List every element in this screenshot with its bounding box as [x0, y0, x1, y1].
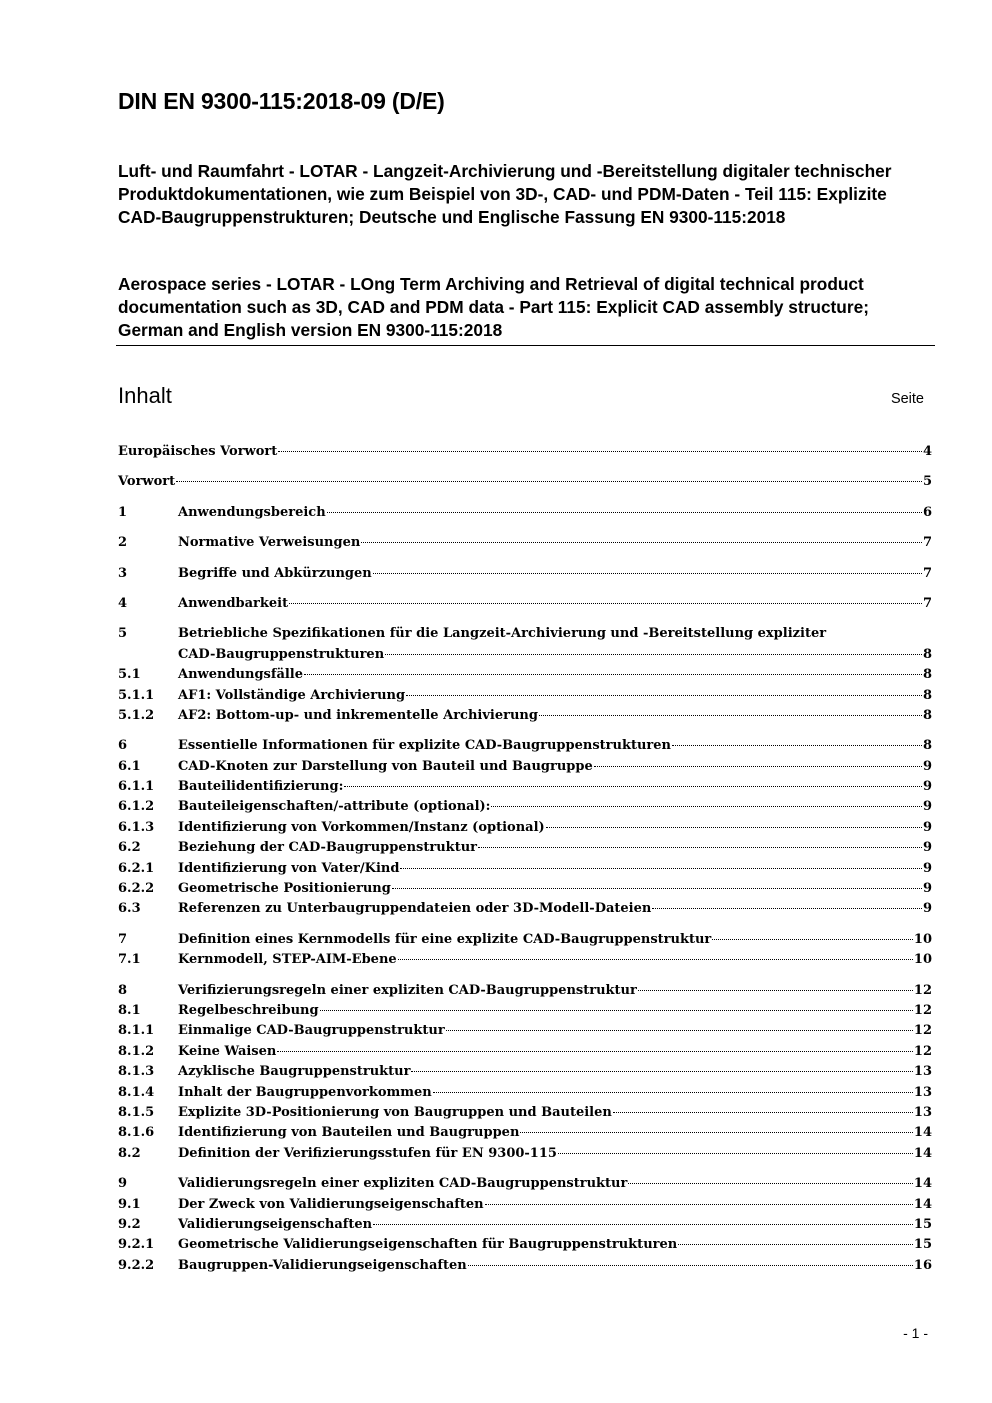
title-divider [116, 345, 935, 346]
toc-entry-number: 8.1.6 [118, 1125, 155, 1141]
toc-entry-row [178, 645, 932, 665]
toc-entry-title: AF1: Vollständige Archivierung [178, 687, 406, 703]
toc-dot-leader [520, 1132, 913, 1133]
toc-entry[interactable] [118, 1195, 932, 1215]
toc-entry-page: 13 [913, 1104, 932, 1120]
toc-entry-number: 5 [118, 626, 128, 642]
toc-entry-number: 6.2.1 [118, 860, 155, 876]
toc-entry-number: 5.1.1 [118, 687, 155, 703]
toc-entry-page: 7 [922, 535, 932, 551]
toc-entry[interactable] [118, 859, 932, 879]
toc-entry-title: Regelbeschreibung [178, 1003, 319, 1018]
toc-entry[interactable] [118, 686, 932, 706]
toc-entry-row [178, 1123, 932, 1143]
toc-entry-number: 5.1.2 [118, 707, 155, 723]
toc-entry-row [178, 777, 932, 797]
toc-entry-row [178, 757, 932, 777]
toc-entry-number: 6.1 [118, 758, 141, 774]
toc-entry-row [118, 472, 932, 492]
toc-dot-leader [304, 674, 922, 675]
toc-entry-page: 9 [922, 758, 932, 774]
toc-entry-title: Validierungseigenschaften [178, 1216, 373, 1232]
toc-entry-number: 6.3 [118, 901, 141, 917]
toc-entry-row [178, 533, 932, 553]
toc-entry[interactable] [118, 777, 932, 797]
toc-entry-title: AF2: Bottom-up- und inkrementelle Archivierung [178, 707, 538, 723]
toc-entry-title: Definition eines Kernmodells für eine explizite CAD-Baugruppenstruktur [178, 931, 712, 947]
toc-entry-page: 14 [913, 1196, 932, 1212]
toc-dot-leader [594, 766, 922, 767]
toc-entry-title: Anwendungsfälle [178, 667, 304, 683]
toc-entry-row [178, 1042, 932, 1062]
toc-entry-number: 1 [118, 504, 128, 520]
toc-entry-number: 9.2 [118, 1216, 141, 1232]
toc-dot-leader [277, 1051, 913, 1052]
table-of-contents [118, 442, 932, 1276]
toc-entry[interactable] [118, 1021, 932, 1041]
toc-dot-leader [468, 1265, 913, 1266]
toc-dot-leader [344, 786, 922, 787]
toc-entry[interactable] [118, 797, 932, 817]
toc-entry-page: 9 [922, 901, 932, 917]
toc-entry-page: 7 [922, 595, 932, 611]
toc-entry-row [178, 838, 932, 858]
toc-entry-row [178, 1083, 932, 1103]
toc-entry-number: 8.1.3 [118, 1064, 155, 1080]
toc-entry-page: 8 [922, 738, 932, 754]
toc-entry-number: 9.2.1 [118, 1237, 155, 1253]
toc-entry[interactable] [118, 736, 932, 756]
toc-entry-page: 9 [922, 819, 932, 835]
toc-dot-leader [278, 451, 922, 452]
toc-entry-number: 9 [118, 1176, 128, 1192]
toc-entry[interactable] [118, 1103, 932, 1123]
toc-entry-row [178, 930, 932, 950]
toc-entry-row [118, 442, 932, 462]
toc-entry-page: 14 [913, 1125, 932, 1141]
toc-entry-row [178, 1001, 932, 1021]
toc-entry-title: Europäisches Vorwort [118, 444, 278, 459]
toc-entry-number: 9.1 [118, 1196, 141, 1212]
toc-entry-row [178, 1021, 932, 1041]
toc-entry-row [178, 859, 932, 879]
toc-entry-row [178, 981, 932, 1001]
toc-entry[interactable] [118, 930, 932, 950]
toc-dot-leader [558, 1153, 913, 1154]
toc-entry-title: Anwendbarkeit [178, 595, 289, 611]
toc-entry-page: 5 [922, 474, 932, 490]
toc-entry-page: 12 [913, 1003, 932, 1018]
toc-entry[interactable] [118, 818, 932, 838]
toc-entry-title: Referenzen zu Unterbaugruppendateien oder 3D-Modell-Dateien [178, 901, 652, 917]
toc-dot-leader [446, 1030, 913, 1031]
toc-entry-title: CAD-Baugruppenstrukturen [178, 646, 385, 662]
toc-entry[interactable] [118, 624, 932, 665]
toc-dot-leader [652, 908, 922, 909]
toc-dot-leader [361, 542, 922, 543]
toc-entry-page: 12 [913, 1043, 932, 1059]
toc-entry[interactable] [118, 503, 932, 523]
toc-entry-number: 4 [118, 595, 128, 611]
toc-entry-number: 8.2 [118, 1145, 141, 1161]
toc-entry-page: 14 [913, 1145, 932, 1161]
toc-entry-row [178, 1062, 932, 1082]
toc-entry-row [178, 1195, 932, 1215]
toc-entry-page: 12 [913, 1023, 932, 1039]
toc-entry-title: Verifizierungsregeln einer expliziten CAD-Baugruppenstruktur [178, 982, 637, 998]
toc-entry-row [178, 665, 932, 685]
toc-entry-title: Identifizierung von Bauteilen und Baugruppen [178, 1125, 520, 1141]
toc-entry-page: 8 [922, 687, 932, 703]
toc-entry-title: CAD-Knoten zur Darstellung von Bauteil und Baugruppe [178, 758, 593, 774]
toc-entry[interactable] [118, 1062, 932, 1082]
toc-entry-page: 8 [922, 646, 932, 662]
toc-entry-number: 5.1 [118, 667, 141, 683]
toc-dot-leader [628, 1183, 913, 1184]
toc-dot-leader [712, 939, 913, 940]
toc-dot-leader [672, 745, 922, 746]
toc-entry-row [178, 1256, 932, 1276]
toc-entry-title: Azyklische Baugruppenstruktur [178, 1064, 411, 1080]
toc-entry-title: Baugruppen-Validierungseigenschaften [178, 1257, 467, 1273]
toc-entry[interactable] [118, 594, 932, 614]
toc-entry-number: 7.1 [118, 952, 141, 968]
toc-entry-page: 9 [922, 881, 932, 897]
toc-entry[interactable] [118, 1083, 932, 1103]
toc-entry-title: Definition der Verifizierungsstufen für EN 9300-115 [178, 1145, 557, 1161]
toc-entry-row [178, 797, 932, 817]
toc-entry[interactable] [118, 879, 932, 899]
toc-entry[interactable] [118, 981, 932, 1001]
toc-entry-number: 7 [118, 931, 128, 947]
toc-dot-leader [400, 868, 922, 869]
page-number: - 1 - [903, 1325, 928, 1341]
toc-entry-title: Keine Waisen [178, 1043, 277, 1059]
toc-entry-number: 8.1.2 [118, 1043, 155, 1059]
toc-entry[interactable] [118, 1215, 932, 1235]
toc-entry-title: Geometrische Validierungseigenschaften für Baugruppenstrukturen [178, 1237, 678, 1253]
toc-entry-number: 3 [118, 565, 128, 581]
toc-entry[interactable] [118, 899, 932, 919]
toc-entry[interactable] [118, 838, 932, 858]
toc-entry-title: Inhalt der Baugruppenvorkommen [178, 1084, 432, 1100]
toc-entry-number: 6.1.3 [118, 819, 155, 835]
toc-entry-page: 9 [922, 860, 932, 876]
toc-entry-title: Begriffe und Abkürzungen [178, 565, 372, 581]
toc-entry-row [178, 1215, 932, 1235]
toc-dot-leader [433, 1092, 913, 1093]
toc-entry-page: 12 [913, 982, 932, 998]
toc-entry[interactable] [118, 1235, 932, 1255]
toc-dot-leader [678, 1244, 913, 1245]
toc-entry-page: 6 [922, 504, 932, 520]
toc-entry-number: 8.1 [118, 1003, 141, 1018]
toc-entry-title: Der Zweck von Validierungseigenschaften [178, 1196, 484, 1212]
toc-entry-page: 7 [922, 565, 932, 581]
toc-dot-leader [613, 1112, 913, 1113]
toc-dot-leader [638, 990, 913, 991]
toc-entry[interactable] [118, 1174, 932, 1194]
toc-entry-row [178, 1235, 932, 1255]
toc-entry-page: 15 [913, 1216, 932, 1232]
toc-entry-title: Bauteilidentifizierung: [178, 779, 344, 795]
toc-entry-page: 10 [913, 931, 932, 947]
toc-entry-page: 13 [913, 1084, 932, 1100]
toc-entry-row [178, 1174, 932, 1194]
toc-entry[interactable] [118, 472, 932, 492]
toc-entry-title: Identifizierung von Vorkommen/Instanz (optional) [178, 819, 545, 835]
toc-entry[interactable] [118, 665, 932, 685]
toc-entry-page: 13 [913, 1064, 932, 1080]
toc-entry-row [178, 564, 932, 584]
toc-entry-page: 9 [922, 779, 932, 795]
toc-entry-title: Einmalige CAD-Baugruppenstruktur [178, 1023, 445, 1039]
toc-entry-number: 8.1.4 [118, 1084, 155, 1100]
toc-entry[interactable] [118, 1123, 932, 1143]
toc-entry-page: 16 [913, 1257, 932, 1273]
toc-dot-leader [546, 827, 922, 828]
toc-entry-page: 9 [922, 799, 932, 815]
toc-entry-row [178, 879, 932, 899]
toc-entry-title: Bauteileigenschaften/-attribute (optional): [178, 799, 491, 815]
toc-dot-leader [320, 1010, 913, 1011]
english-subtitle: Aerospace series - LOTAR - LOng Term Archiving and Retrieval of digital technical product documentation such as 3D, CAD and PDM data - Part 115: Explicit CAD assembly structure; German and English version EN 9300-115:2018 [118, 274, 869, 340]
toc-dot-leader [406, 695, 922, 696]
german-subtitle: Luft- und Raumfahrt - LOTAR - Langzeit-Archivierung und -Bereitstellung digitaler technischer Produktdokumentationen, wie zum Beispiel von 3D-, CAD- und PDM-Daten - Teil 115: Explizite CAD-Baugruppenstrukturen; Deutsche und Englische Fassung EN 9300-115:2018 [118, 161, 892, 227]
toc-entry-row [178, 503, 932, 523]
toc-entry-row [178, 950, 932, 970]
toc-dot-leader [392, 888, 922, 889]
toc-dot-leader [485, 1204, 913, 1205]
toc-entry-number: 6.2 [118, 840, 141, 856]
toc-entry-number: 8.1.1 [118, 1023, 155, 1039]
toc-entry-row [178, 1144, 932, 1164]
toc-entry[interactable] [118, 950, 932, 970]
toc-entry-title: Anwendungsbereich [178, 504, 326, 520]
toc-entry-row [178, 736, 932, 756]
toc-entry-page: 10 [913, 952, 932, 968]
toc-entry[interactable] [118, 1042, 932, 1062]
toc-dot-leader [327, 512, 922, 513]
toc-dot-leader [539, 715, 922, 716]
toc-entry-page: 15 [913, 1237, 932, 1253]
toc-dot-leader [411, 1071, 912, 1072]
document-title: DIN EN 9300-115:2018-09 (D/E) [118, 88, 445, 114]
toc-entry-row [178, 818, 932, 838]
toc-entry-number: 8 [118, 982, 128, 998]
toc-entry-title: Identifizierung von Vater/Kind [178, 860, 400, 876]
toc-entry-title: Validierungsregeln einer expliziten CAD-Baugruppenstruktur [178, 1176, 628, 1192]
toc-entry-page: 14 [913, 1176, 932, 1192]
toc-entry-row [178, 594, 932, 614]
toc-entry-row [178, 706, 932, 726]
toc-entry[interactable] [118, 1144, 932, 1164]
toc-dot-leader [478, 847, 922, 848]
toc-dot-leader [289, 603, 922, 604]
toc-entry-number: 6.2.2 [118, 881, 155, 897]
toc-entry-number: 2 [118, 535, 128, 551]
toc-entry[interactable] [118, 706, 932, 726]
toc-entry-row [178, 899, 932, 919]
toc-entry-number: 6.1.2 [118, 799, 155, 815]
toc-entry-number: 6 [118, 738, 128, 754]
toc-entry-title-line1: Betriebliche Spezifikationen für die Langzeit-Archivierung und -Bereitstellung expliziter [178, 626, 827, 642]
toc-heading: Inhalt [118, 383, 172, 408]
toc-entry-title: Vorwort [118, 474, 176, 490]
toc-entry[interactable] [118, 1256, 932, 1276]
toc-entry[interactable] [118, 442, 932, 462]
toc-entry[interactable] [118, 533, 932, 553]
toc-entry-page: 4 [922, 444, 932, 459]
toc-dot-leader [385, 654, 922, 655]
toc-entry-title: Geometrische Positionierung [178, 881, 391, 897]
toc-dot-leader [373, 573, 922, 574]
toc-entry-number: 8.1.5 [118, 1104, 155, 1120]
toc-entry[interactable] [118, 757, 932, 777]
toc-page-column-label: Seite [890, 391, 924, 407]
toc-entry-title: Normative Verweisungen [178, 535, 361, 551]
toc-entry-number: 6.1.1 [118, 779, 155, 795]
toc-entry-title: Kernmodell, STEP-AIM-Ebene [178, 952, 397, 968]
toc-entry-title: Essentielle Informationen für explizite CAD-Baugruppenstrukturen [178, 738, 671, 754]
toc-dot-leader [398, 959, 913, 960]
toc-dot-leader [373, 1224, 913, 1225]
toc-entry-page: 8 [922, 707, 932, 723]
toc-entry-page: 9 [922, 840, 932, 856]
toc-dot-leader [491, 806, 921, 807]
toc-entry-number: 9.2.2 [118, 1257, 155, 1273]
toc-entry-page: 8 [922, 667, 932, 683]
toc-entry[interactable] [118, 564, 932, 584]
toc-entry[interactable] [118, 1001, 932, 1021]
toc-entry-row [178, 1103, 932, 1123]
toc-dot-leader [176, 481, 922, 482]
toc-entry-title: Explizite 3D-Positionierung von Baugruppen und Bauteilen [178, 1104, 612, 1120]
toc-entry-row [178, 686, 932, 706]
toc-entry-title: Beziehung der CAD-Baugruppenstruktur [178, 840, 477, 856]
